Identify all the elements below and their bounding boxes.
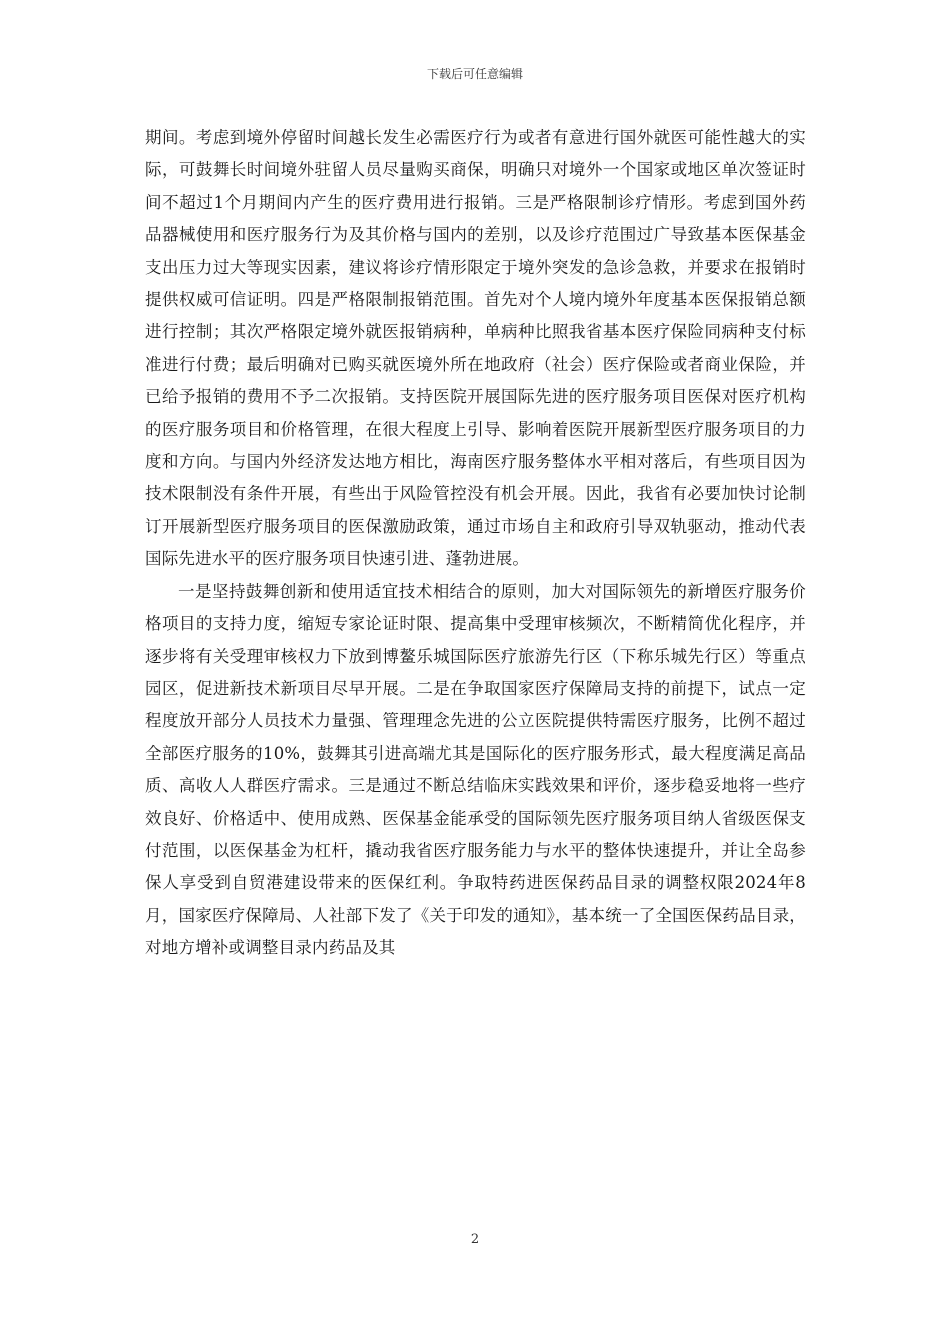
body-paragraph-1: 期间。考虑到境外停留时间越长发生必需医疗行为或者有意进行国外就医可能性越大的实际，可鼓舞长时间境外驻留人员尽量购买商保，明确只对境外一个国家或地区单次签证时间不超过1个月期间内产生的医疗费用进行报销。三是严格限制诊疗情形。考虑到国外药品器械使用和医疗服务行为及其价格与国内的差别，以及诊疗范围过广导致基本医保基金支出压力过大等现实因素，建议将诊疗情形限定于境外突发的急诊急救，并要求在报销时提供权威可信证明。四是严格限制报销范围。首先对个人境内境外年度基本医保报销总额进行控制；其次严格限定境外就医报销病种，单病种比照我省基本医疗保险同病种支付标准进行付费；最后明确对已购买就医境外所在地政府（社会）医疗保险或者商业保险，并已给予报销的费用不予二次报销。支持医院开展国际先进的医疗服务项目医保对医疗机构的医疗服务项目和价格管理，在很大程度上引导、影响着医院开展新型医疗服务项目的力度和方向。与国内外经济发达地方相比，海南医疗服务整体水平相对落后，有些项目因为技术限制没有条件开展，有些出于风险管控没有机会开展。因此，我省有必要加快讨论制订开展新型医疗服务项目的医保激励政策，通过市场自主和政府引导双轨驱动，推动代表国际先进水平的医疗服务项目快速引进、蓬勃进展。 — [145, 128, 806, 569]
document-body — [145, 122, 806, 965]
page-header-note: 下载后可任意编辑 — [426, 67, 523, 81]
page-number: 2 — [470, 1232, 480, 1247]
body-paragraph-2: 一是坚持鼓舞创新和使用适宜技术相结合的原则，加大对国际领先的新增医疗服务价格项目的支持力度，缩短专家论证时限、提高集中受理审核频次，不断精简优化程序，并逐步将有关受理审核权力下放到博鳌乐城国际医疗旅游先行区（下称乐城先行区）等重点园区，促进新技术新项目尽早开展。二是在争取国家医疗保障局支持的前提下，试点一定程度放开部分人员技术力量强、管理理念先进的公立医院提供特需医疗服务，比例不超过全部医疗服务的10%，鼓舞其引进高端尤其是国际化的医疗服务形式，最大程度满足高品质、高收人人群医疗需求。三是通过不断总结临床实践效果和评价，逐步稳妥地将一些疗效良好、价格适中、使用成熟、医保基金能承受的国际领先医疗服务项目纳人省级医保支付范围，以医保基金为杠杆，撬动我省医疗服务能力与水平的整体快速提升，并让全岛参保人享受到自贸港建设带来的医保红利。争取特药进医保药品目录的调整权限2024年8月，国家医疗保障局、人社部下发了《关于印发的通知》，基本统一了全国医保药品目录，对地方增补或调整目录内药品及其 — [145, 581, 806, 958]
